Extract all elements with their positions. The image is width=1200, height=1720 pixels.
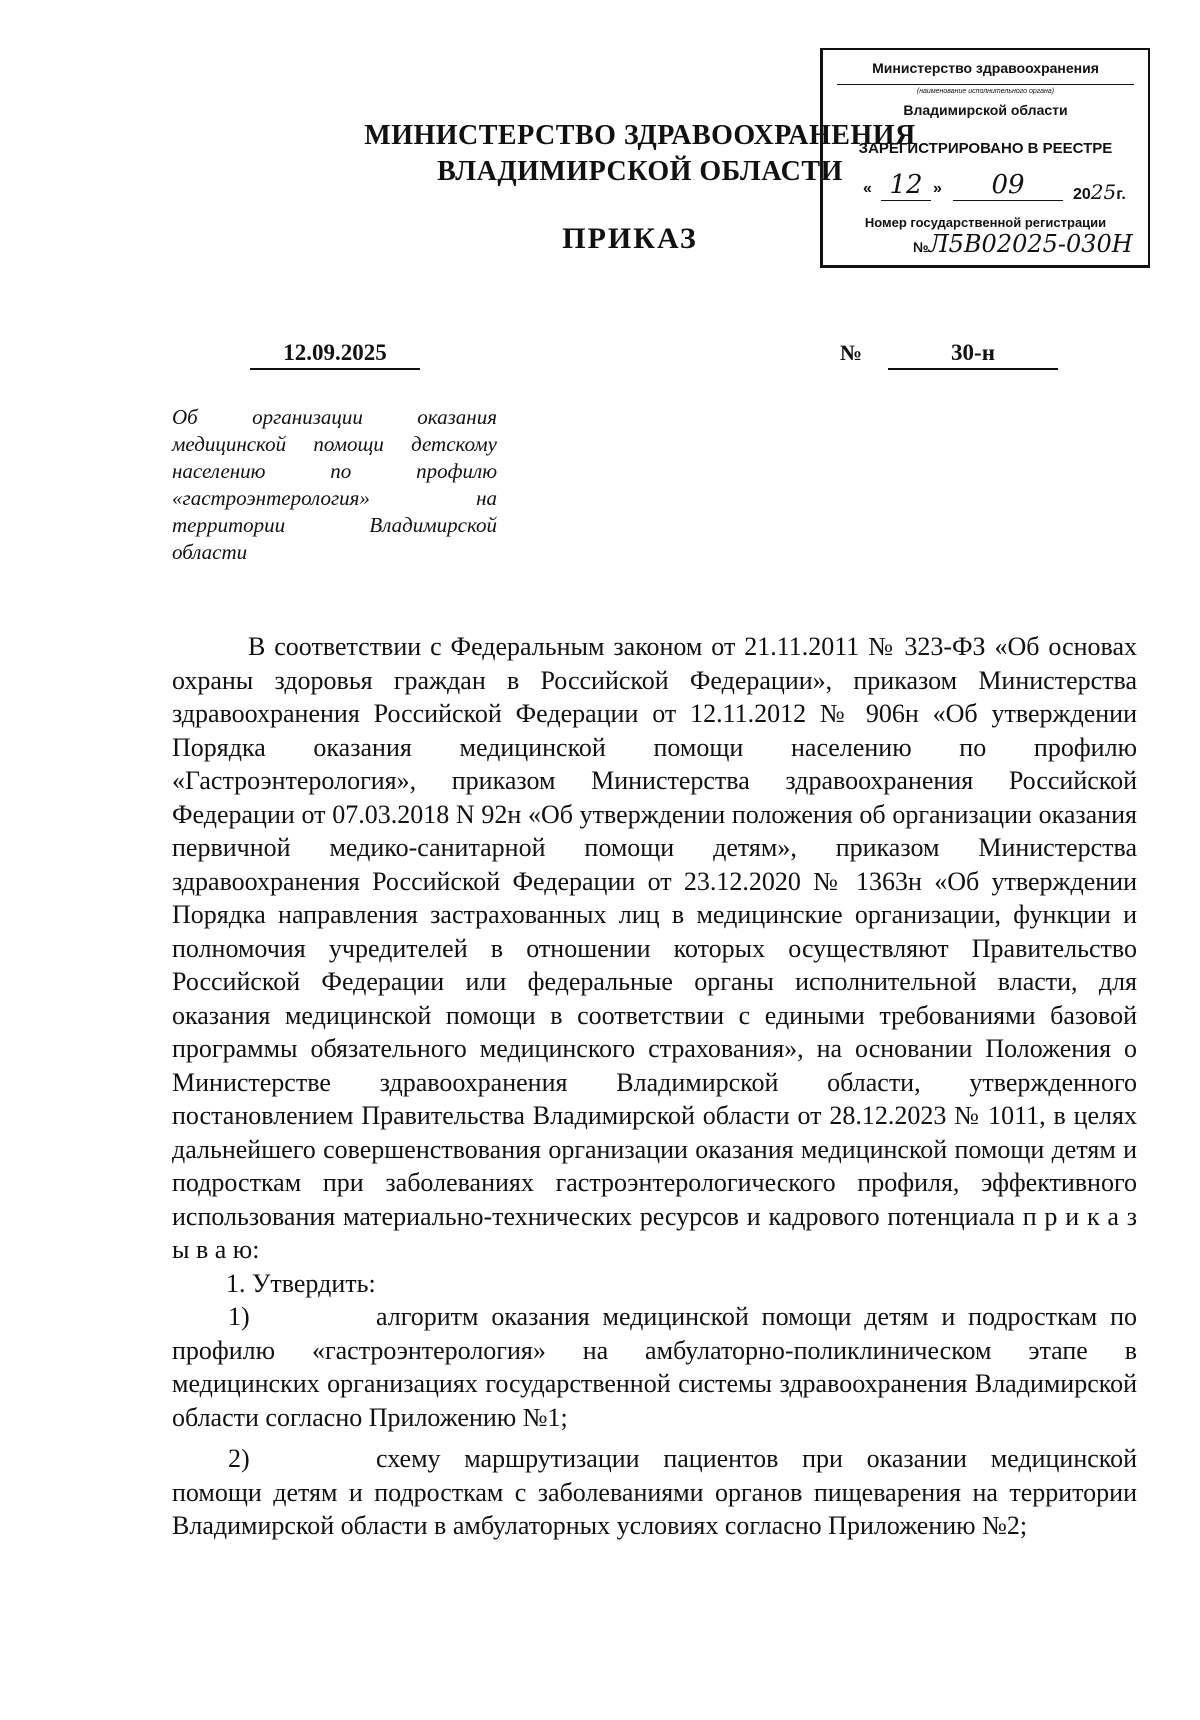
order-title: ПРИКАЗ [562,222,698,255]
document-number: 30-н [888,340,1058,370]
stamp-close-quote: » [933,180,942,197]
stamp-year-hand: 25 [1090,180,1117,204]
subitem-1 [172,1300,1137,1434]
stamp-regnum [913,230,1133,258]
stamp-regnum-value: Л5В02025-030Н [928,230,1133,258]
document-body [172,630,1137,1543]
registration-stamp [820,48,1150,268]
header-line2: ВЛАДИМИРСКОЙ ОБЛАСТИ [437,156,843,187]
subitem-1-text: алгоритм оказания медицинской помощи детям и подросткам по профилю «гастроэнтерология» на амбулаторно-поликлиническом этапе в медицинских организациях государственной системы здравоохранения Владимирской области согласно Приложению №1; [172,1302,1137,1432]
subitem-2 [172,1442,1137,1543]
stamp-regnum-label: Номер государственной регистрации [864,215,1107,230]
stamp-month: 09 [953,170,1063,201]
stamp-region: Владимирской области [903,102,1068,118]
document-subject: Об организации оказания медицинской помощи детскому населению по профилю «гастроэнтерология» на территории Владимирской области [172,405,497,564]
stamp-date [853,170,1143,204]
order-word: п р и к а з ы в а ю: [172,1201,1138,1264]
stamp-year-suffix: г. [1116,186,1126,203]
stamp-year [1073,180,1126,204]
subitem-1-number: 1) [228,1302,250,1331]
stamp-registered: ЗАРЕГИСТРИРОВАНО В РЕЕСТРЕ [858,140,1113,157]
stamp-day: 12 [881,170,931,201]
document-date: 12.09.2025 [250,340,420,370]
stamp-caption: (наименование исполнительного органа) [916,88,1055,95]
item-1-text: 1. Утвердить: [226,1268,376,1298]
item-1 [172,1267,1137,1301]
document-number-label: № [840,340,863,365]
header-line1: МИНИСТЕРСТВО ЗДРАВООХРАНЕНИЯ [364,120,916,151]
preamble-paragraph [172,630,1137,1267]
stamp-year-print: 20 [1073,186,1091,203]
stamp-ministry: Министерство здравоохранения [872,60,1099,76]
preamble-text: В соответствии с Федеральным законом от 21.11.2011 № 323-ФЗ «Об основах охраны здоровья граждан в Российской Федерации», приказом Министерства здравоохранения Российской Федерации от 12.11.2012 № 906н «Об утверждении Порядка оказания медицинской помощи населению по профилю «Гастроэнтерология», приказом Министерства здравоохранения Российской Федерации от 07.03.2018 N 92н «Об утверждении положения об организации оказания первичной медико-санитарной помощи детям», приказом Министерства здравоохранения Российской Федерации от 23.12.2020 № 1363н «Об утверждении Порядка направления застрахованных лиц в медицинские организации, функции и полномочия учредителей в отношении которых осуществляют Правительство Российской Федерации или федеральные органы исполнительной власти, для оказания медицинской помощи в соответствии с едиными требованиями базовой программы обязательного медицинского страхования», на основании Положения о Министерстве здравоохранения Владимирской области, утвержденного постановлением Правительства Владимирской области от 28.12.2023 № 1011, в целях дальнейшего совершенствования организации оказания медицинской помощи детям и подросткам при заболеваниях гастроэнтерологического профиля, эффективного использования материально-технических ресурсов и кадрового потенциала [172,632,1137,1231]
stamp-regnum-prefix: № [913,239,929,255]
subitem-2-text: схему маршрутизации пациентов при оказании медицинской помощи детям и подросткам с заболеваниями органов пищеварения на территории Владимирской области в амбулаторных условиях согласно Приложению №2; [172,1444,1137,1540]
subitem-2-number: 2) [228,1444,250,1473]
stamp-rule [837,84,1134,85]
stamp-open-quote: « [863,180,872,197]
